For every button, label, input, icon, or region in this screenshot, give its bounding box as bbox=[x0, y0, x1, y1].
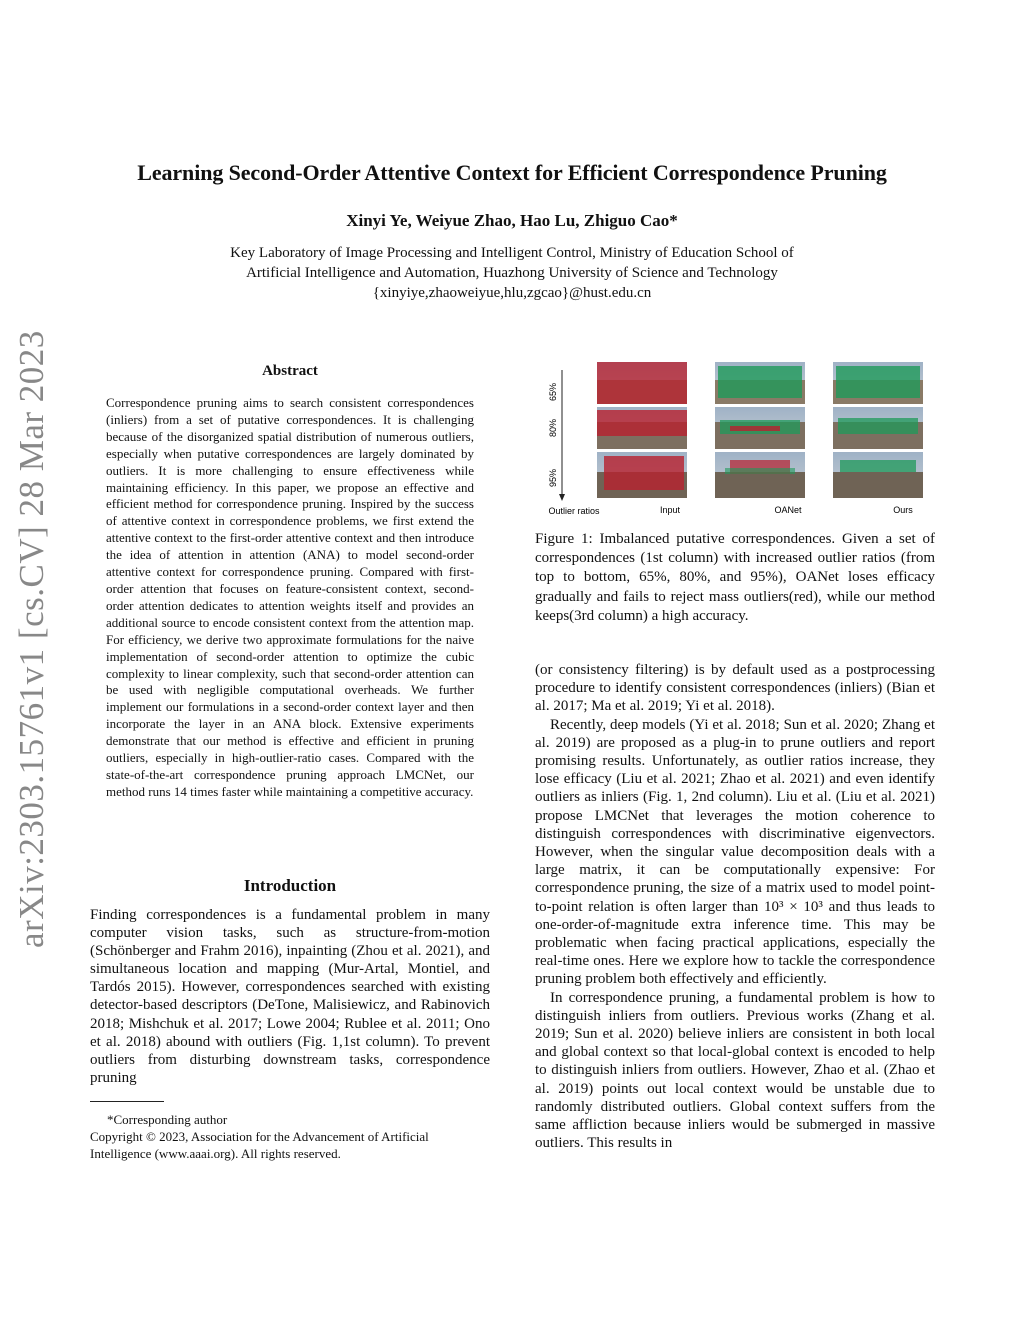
abstract-heading: Abstract bbox=[262, 363, 318, 379]
row-label-80: 80% bbox=[548, 418, 558, 438]
figure-1-caption: Figure 1: Imbalanced putative correspondences. Given a set of correspondences (1st column) with increased outlier ratios (from top to bottom, 65%, 80%, and 95%), OANet loses efficacy gradually and fails to reject mass outliers(red), while our method keeps(3rd column) a high accuracy. bbox=[535, 531, 935, 624]
axis-label-outlier-ratios: Outlier ratios bbox=[548, 506, 600, 516]
paragraph-continuation: (or consistency filtering) is by default used as a postprocessing procedure to identify consistent correspondences (inliers) (Bian et al. 2017; Ma et al. 2019; Yi et al. 2018). bbox=[535, 662, 935, 715]
outlier-axis-arrow bbox=[559, 494, 565, 501]
column-oanet bbox=[715, 362, 805, 498]
copyright-notice: Copyright © 2023, Association for the Advancement of Artificial Intelligence (www.aaai.org). All rights reserved. bbox=[90, 1129, 429, 1161]
affiliation-line-1: Key Laboratory of Image Processing and Intelligent Control, Ministry of Education School of bbox=[230, 245, 794, 261]
corresponding-author-note: *Corresponding author bbox=[107, 1112, 228, 1127]
paragraph-recently: Recently, deep models (Yi et al. 2018; Sun et al. 2020; Zhang et al. 2019) are proposed as a plug-in to prune outliers and report promising results. Unfortunately, as outlier ratios increase, they lose efficacy (Liu et al. 2021; Zhao et al. 2021) and even identify outliers as inliers (Fig. 1, 2nd column). Liu et al. (Liu et al. 2021) propose LMCNet that leverages the motion coherence to distinguish correspondences with discriminative eigenvectors. However, when the singular value decomposition deals with a large matrix, it can be computationally expensive: For correspondence pruning, the size of a matrix used to model point-to-point relation is often larger than 10³ × 10³ and thus leads to one-order-of-magnitude extra inference time. This may be problematic when facing practical applications, especially the real-time ones. Here we explore how to tackle the correspondence pruning problem both effectively and efficiently. bbox=[535, 716, 935, 988]
affiliation-line-2: Artificial Intelligence and Automation, Huazhong University of Science and Technology bbox=[246, 265, 778, 281]
abstract-text: Correspondence pruning aims to search consistent correspondences (inliers) from a set of putative correspondences. It is challenging because of the disorganized spatial distribution of numerous outliers, especially when putative correspondences are largely dominated by outliers. It is more challenging to ensure effectiveness while maintaining efficiency. In this paper, we propose an effective and efficient method for correspondence pruning. Inspired by the success of attentive context in correspondence problems, we first extend the attentive context to the first-order attentive context and then introduce the idea of attention in attention (ANA) to model second-order attentive context for correspondence pruning. Compared with first-order attention that focuses on feature-consistent context, second-order attention dedicates to attention weights itself and provides an additional source to encode consistent context from the attention map. For efficiency, we derive two approximate formulations for the naive implementation of second-order attention to optimize the cubic complexity to linear complexity, such that second-order attention can be used with negligible computational overheads. We further implement our formulations in a second-order context layer and then incorporate the layer in an ANA block. Extensive experiments demonstrate that our method is effective and efficient in pruning outliers, especially in high-outlier-ratio cases. Compared with the state-of-the-art correspondence pruning approach LMCNet, our method runs 14 times faster while maintaining a competitive accuracy. bbox=[106, 395, 474, 799]
arxiv-stamp: arXiv:2303.15761v1 [cs.CV] 28 Mar 2023 bbox=[12, 330, 51, 948]
row-label-65: 65% bbox=[548, 382, 558, 402]
paper-title: Learning Second-Order Attentive Context for Efficient Correspondence Pruning bbox=[137, 160, 887, 185]
author-list: Xinyi Ye, Weiyue Zhao, Hao Lu, Zhiguo Cao* bbox=[346, 211, 678, 230]
right-column-body bbox=[535, 661, 935, 1152]
affiliation bbox=[0, 243, 1024, 303]
footnote bbox=[90, 1111, 490, 1162]
introduction-text: Finding correspondences is a fundamental problem in many computer vision tasks, such as structure-from-motion (Schönberger and Frahm 2016), inpainting (Zhou et al. 2021), and simultaneous location and mapping (Mur-Artal, Montiel, and Tardós 2015). However, correspondences searched with existing detector-based descriptors (DeTone, Malisiewicz, and Rabinovich 2018; Mishchuk et al. 2017; Lowe 2004; Rublee et al. 2011; Ono et al. 2018) abound with outliers (Fig. 1,1st column). To prevent outliers from disturbing downstream tasks, correspondence pruning bbox=[90, 907, 490, 1086]
paragraph-fundamental-problem: In correspondence pruning, a fundamental problem is how to distinguish inliers from outliers. Previous works (Zhang et al. 2019; Sun et al. 2020) believe inliers are consistent in both local and global context so that local-global context is encoded to help to distinguish inliers from outliers. However, Zhao et al. (Zhao et al. 2019) points out local context would be unstable due to randomly distributed outliers. Global context suffers from the same affliction because inliers would be submerged in massive outliers. This results in bbox=[535, 989, 935, 1152]
column-ours bbox=[833, 362, 923, 498]
column-label-input: Input bbox=[659, 505, 681, 515]
column-input bbox=[597, 362, 687, 498]
column-label-ours: Ours bbox=[893, 505, 913, 515]
footnote-rule bbox=[90, 1101, 164, 1102]
column-label-oanet: OANet bbox=[774, 505, 802, 515]
introduction-heading: Introduction bbox=[243, 876, 337, 895]
row-label-95: 95% bbox=[548, 468, 558, 488]
affiliation-emails: {xinyiye,zhaoweiyue,hlu,zgcao}@hust.edu.cn bbox=[372, 285, 652, 301]
figure-1-image-grid bbox=[540, 360, 940, 518]
